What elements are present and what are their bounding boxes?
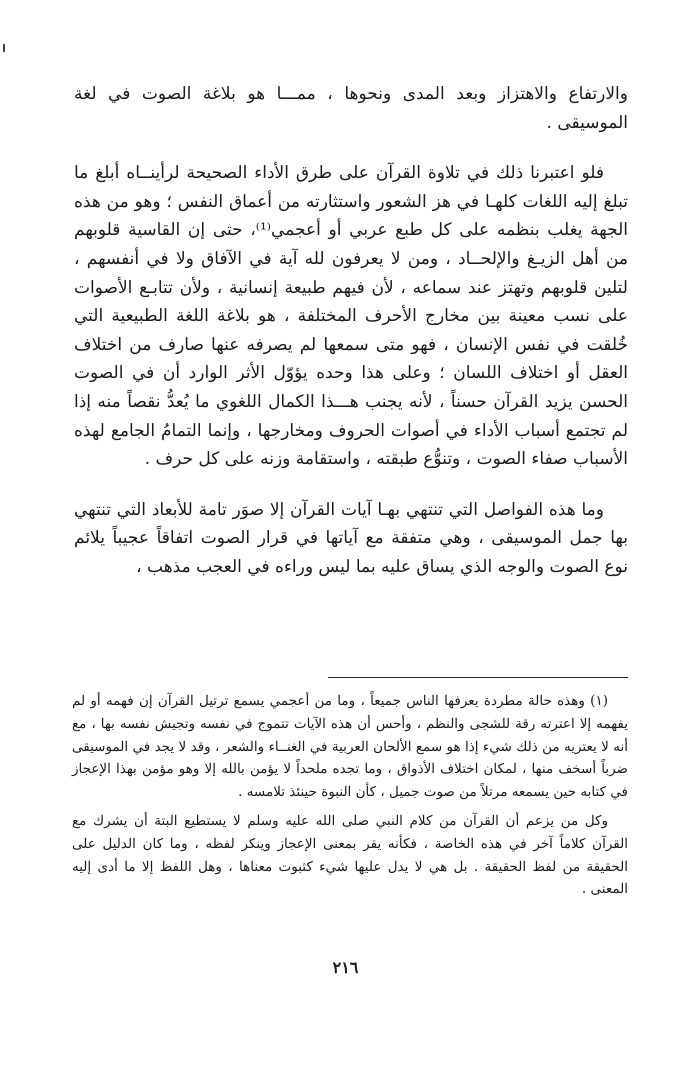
footnotes: [72, 690, 628, 901]
footnote-separator: [328, 677, 628, 678]
paragraph-2: فلو اعتبرنا ذلك في تلاوة القرآن على طرق الأداء الصحيحة لرأينــاه أبلغ ما تبلغ إليه اللغات كلهـا في هز الشعور واستثارته من أعماق النفس ؛ وهو من هذه الجهة يغلب بنظمه على كل طبع عربي أو أعجمي⁽¹⁾، حتى إن القاسية قلوبهم من أهل الزيـغ والإلحــاد ، ومن لا يعرفون لله آية في الآفاق ولا في أنفسهم ، لتلين قلوبهم وتهتز عند سماعه ، لأن فيهم طبيعة إنسانية ، ولأن تتابـع الأصوات على نسب معينة بين مخارج الأحرف المختلفة ، هو بلاغة اللغة الطبيعية التي خُلقت في نفس الإنسان ، فهو متى سمعها لم يصرفه عنها صارف من اختلاف العقل أو اختلاف اللسان ؛ وعلى هذا وحده يؤوّل الأثر الوارد أن في الصوت الحسن يزيد القرآن حسناً ، لأنه يجنب هـــذا الكمال اللغوي ما يُعدُّ نقصاً منه إذا لم تجتمع أسباب الأداء في أصوات الحروف ومخارجها ، وإنما التمامُ الجامع لهذه الأسباب صفاء الصوت ، وتنوُّع طبقته ، واستقامة وزنه على كل حرف .: [74, 163, 628, 470]
main-text: [74, 80, 628, 582]
paragraph-3: وما هذه الفواصل التي تنتهي بهـا آيات القرآن إلا صوَر تامة للأبعاد التي تنتهي بها جمل الموسيقى ، وهي متفقة مع آياتها في قرار الصوت اتفاقاً عجيباً يلائم نوع الصوت والوجه الذي يساق عليه بما ليس وراءه في العجب مذهب ،: [74, 499, 628, 577]
footnote-1: (١) وهذه حالة مطردة يعرفها الناس جميعاً ، وما من أعجمي يسمع ترتيل القرآن إن فهمه أو لم يفهمه إلا اعترته رقة للشجى والنظم ، وأحس أن هذه الآيات تتموج في نفسه وتجيش نفسه بها ، مع أنه لا يعتريه من ذلك شيء إذا هو سمع الألحان العربية في الغنــاء والشعر ، وقد لا يجد في الموسيقى ضرباً أسخف منها ، لمكان اختلاف الأذواق ، وما تجده ملحداً لا يؤمن بالله إلا وهو مؤمن بهذا الإعجاز في كتابه حين يسمعه مرتلاً من صوت جميل ، كأن النبوة حينئذ تلامسه .: [72, 693, 628, 801]
page-number: ٢١٦: [332, 958, 359, 977]
page-edge-mark: [3, 44, 5, 52]
paragraph-1: والارتفاع والاهتزاز وبعد المدى ونحوها ، ممـــا هو بلاغة الصوت في لغة الموسيقى .: [74, 84, 628, 133]
footnote-continuation: وكل من يزعم أن القرآن من كلام النبي صلى الله عليه وسلم لا يستطيع البتة أن يشرك مع القرآن كلاماً آخر في هذه الخاصة ، فكأنه يقر بمعنى الإعجاز وينكر لفظه ، وما كان الدليل على الحقيقة من لفظ الحقيقة . بل هي لا يدل عليها شيء كثبوت معناها ، وهل اللفظ إلا ما أدى إليه المعنى .: [72, 812, 628, 898]
